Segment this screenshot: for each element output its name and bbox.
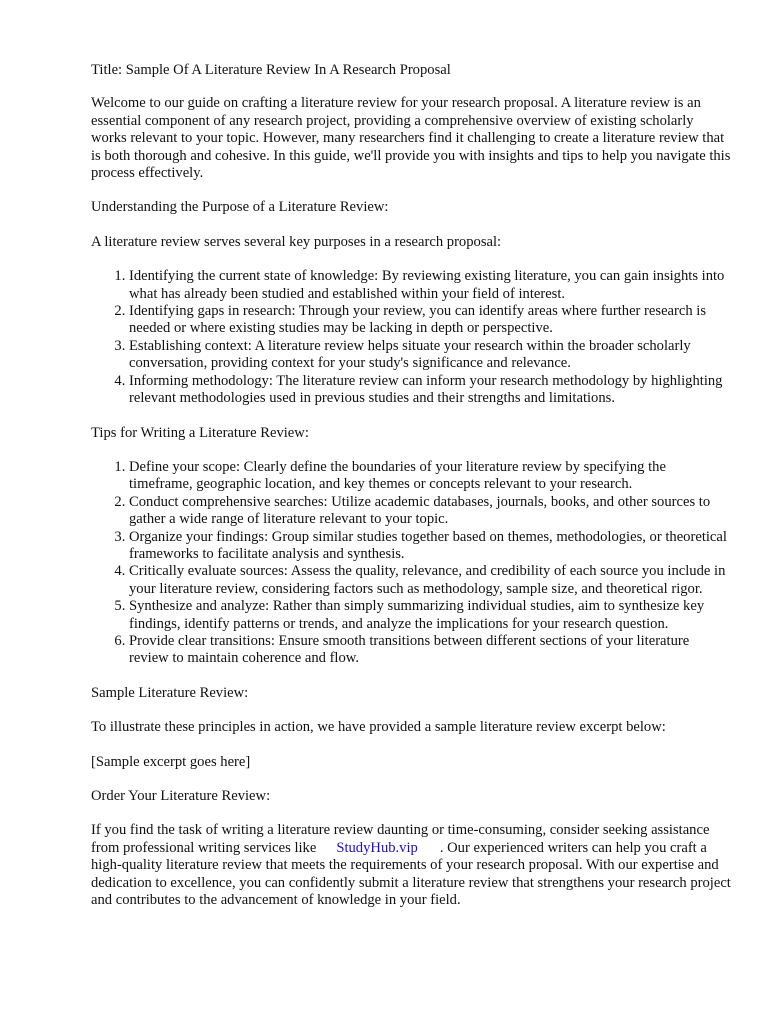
tips-list (91, 459, 731, 668)
order-text-before: If you find the task of writing a literature review daunting or time-consuming, consider seeking assistance from professional writing services like (91, 822, 710, 856)
sample-lead: To illustrate these principles in action, we have provided a sample literature review excerpt below: (91, 719, 666, 736)
document-title: Title: Sample Of A Literature Review In A Research Proposal (91, 62, 451, 78)
list-item: 4. Critically evaluate sources: Assess the quality, relevance, and credibility of each source you include in your literature review, considering factors such as methodology, sample size, and theoretical rigor. (129, 563, 731, 598)
sample-placeholder: [Sample excerpt goes here] (91, 753, 251, 770)
list-item: 5. Synthesize and analyze: Rather than simply summarizing individual studies, aim to synthesize key findings, identify patterns or trends, and analyze the implications for your research question. (129, 598, 731, 633)
list-item: 3. Organize your findings: Group similar studies together based on themes, methodologies, or theoretical frameworks to facilitate analysis and synthesis. (129, 529, 731, 564)
purpose-list (91, 268, 731, 407)
list-item: 1. Identifying the current state of knowledge: By reviewing existing literature, you can gain insights into what has already been studied and established within your field of interest. (129, 268, 731, 303)
list-item: 2. Identifying gaps in research: Through your review, you can identify areas where further research is needed or where existing studies may be lacking in depth or perspective. (129, 303, 731, 338)
order-text-after: . Our experienced writers can help you craft a high-quality literature review that meets the requirements of your research proposal. With our expertise and dedication to excellence, you can confidently submit a literature review that strengthens your research project and contributes to the advancement of knowledge in your field. (91, 839, 731, 909)
order-paragraph (91, 822, 731, 909)
list-item: 1. Define your scope: Clearly define the boundaries of your literature review by specifying the timeframe, geographic location, and key themes or concepts relevant to your research. (129, 459, 731, 494)
purpose-lead: A literature review serves several key purposes in a research proposal: (91, 233, 502, 250)
document-page (91, 62, 731, 926)
purpose-heading: Understanding the Purpose of a Literature Review: (91, 199, 389, 216)
tips-heading: Tips for Writing a Literature Review: (91, 424, 309, 441)
studyhub-link[interactable]: StudyHub.vip (336, 839, 418, 856)
sample-heading: Sample Literature Review: (91, 684, 249, 701)
intro-paragraph: Welcome to our guide on crafting a literature review for your research proposal. A literature review is an essential component of any research project, providing a comprehensive overview of existing scholarly works relevant to your topic. However, many researchers find it challenging to create a literature review that is both thorough and cohesive. In this guide, we'll provide you with insights and tips to help you navigate this process effectively. (91, 95, 731, 182)
list-item: 6. Provide clear transitions: Ensure smooth transitions between different sections of your literature review to maintain coherence and flow. (129, 633, 731, 668)
list-item: 3. Establishing context: A literature review helps situate your research within the broader scholarly conversation, providing context for your study's significance and relevance. (129, 338, 731, 373)
order-heading: Order Your Literature Review: (91, 788, 271, 804)
list-item: 4. Informing methodology: The literature review can inform your research methodology by highlighting relevant methodologies used in previous studies and their strengths and limitations. (129, 373, 731, 408)
list-item: 2. Conduct comprehensive searches: Utilize academic databases, journals, books, and other sources to gather a wide range of literature relevant to your topic. (129, 494, 731, 529)
